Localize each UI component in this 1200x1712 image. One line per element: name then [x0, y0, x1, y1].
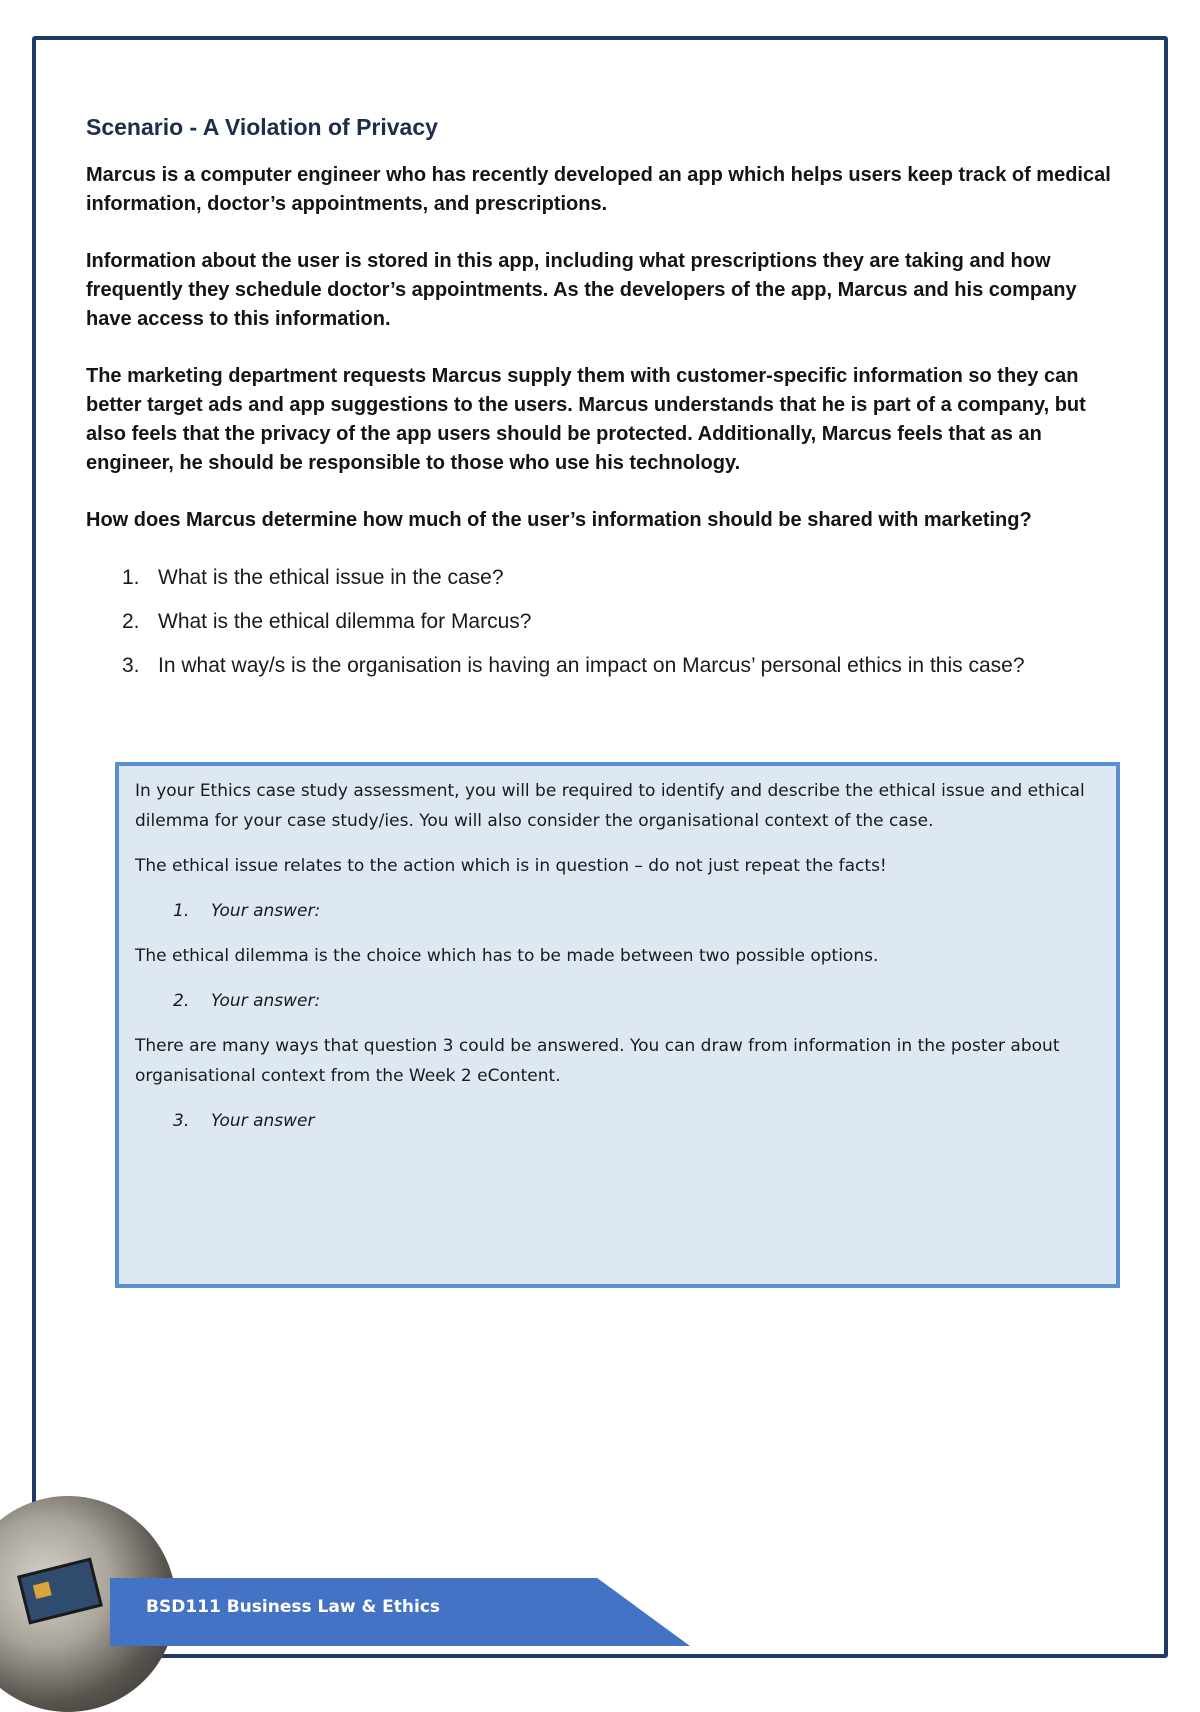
question-text: What is the ethical dilemma for Marcus? — [158, 610, 532, 633]
answer-3-field[interactable] — [135, 1106, 1100, 1136]
org-context-hint: There are many ways that question 3 could be answered. You can draw from information in the poster about organisational context from the Week 2 eContent. — [135, 1036, 1060, 1086]
answer-3-label: Your answer — [211, 1111, 315, 1131]
question-item — [86, 607, 1116, 637]
question-number: 1. — [122, 566, 140, 589]
answer-2-field[interactable] — [135, 986, 1100, 1016]
question-text: In what way/s is the organisation is having an impact on Marcus’ personal ethics in this case? — [158, 654, 1025, 677]
scenario-title: Scenario - A Violation of Privacy — [86, 114, 438, 140]
question-text: What is the ethical issue in the case? — [158, 566, 504, 589]
scenario-question: How does Marcus determine how much of the user’s information should be shared with marketing? — [86, 509, 1032, 531]
ethical-issue-hint: The ethical issue relates to the action which is in question – do not just repeat the facts! — [135, 856, 887, 876]
question-number: 3. — [122, 654, 140, 677]
question-list — [86, 563, 1116, 681]
question-item — [86, 651, 1116, 681]
scenario-section — [86, 114, 1116, 695]
question-number: 2. — [122, 610, 140, 633]
answer-2-number: 2. — [173, 991, 190, 1011]
scenario-paragraph-1: Marcus is a computer engineer who has recently developed an app which helps users keep track of medical information, doctor’s appointments, and prescriptions. — [86, 164, 1111, 215]
answer-2-label: Your answer: — [211, 991, 321, 1011]
assessment-intro: In your Ethics case study assessment, you will be required to identify and describe the ethical issue and ethical dilemma for your case study/ies. You will also consider the organisational context of the case. — [135, 781, 1085, 831]
answer-1-label: Your answer: — [211, 901, 321, 921]
answer-3-number: 3. — [173, 1111, 190, 1131]
ethical-dilemma-hint: The ethical dilemma is the choice which has to be made between two possible options. — [135, 946, 879, 966]
answer-1-number: 1. — [173, 901, 190, 921]
answer-1-field[interactable] — [135, 896, 1100, 926]
scenario-paragraph-2: Information about the user is stored in this app, including what prescriptions they are taking and how frequently they schedule doctor’s appointments. As the developers of the app, Marcus and his company have access to this information. — [86, 250, 1077, 330]
course-label: BSD111 Business Law & Ethics — [146, 1597, 441, 1617]
scenario-paragraph-3: The marketing department requests Marcus supply them with customer-specific information so they can better target ads and app suggestions to the users. Marcus understands that he is part of a company, but also feels that the privacy of the app users should be protected. Additionally, Marcus feels that as an engineer, he should be responsible to those who use his technology. — [86, 365, 1086, 474]
laptop-image — [17, 1558, 103, 1625]
question-item — [86, 563, 1116, 593]
answer-box — [115, 762, 1120, 1288]
